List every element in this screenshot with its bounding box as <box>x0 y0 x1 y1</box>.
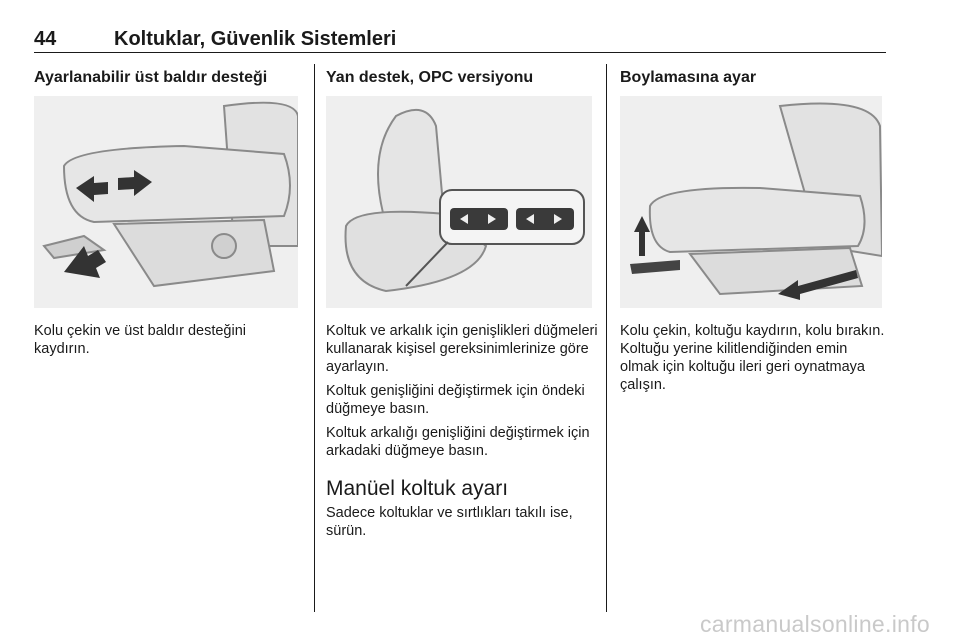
front-width-button-icon <box>450 208 508 230</box>
paragraph: Sadece koltuklar ve sırtlıkları takılı ise, sürün. <box>326 505 573 539</box>
header-rule <box>34 52 886 53</box>
paragraph: Koltuk arkalığı genişliğini değiştirmek için arkadaki düğmeye basın. <box>326 425 590 459</box>
column-divider <box>314 64 315 612</box>
thigh-support-illustration <box>34 96 298 308</box>
longitudinal-adjust-illustration <box>620 96 882 308</box>
column-title: Boylamasına ayar <box>620 69 757 86</box>
column-thigh-support <box>34 64 302 358</box>
column-title: Yan destek, OPC versiyonu <box>326 69 534 86</box>
paragraph: Koltuk ve arkalık için genişlikleri düğmeleri kullanarak kişisel gereksinimlerinize göre ayarlayın. <box>326 323 598 375</box>
column-divider <box>606 64 607 612</box>
column-side-support <box>326 64 598 540</box>
page-number: 44 <box>34 28 57 50</box>
column-title: Ayarlanabilir üst baldır desteği <box>34 69 268 86</box>
page-heading: Koltuklar, Güvenlik Sistemleri <box>114 28 397 50</box>
paragraph: Koltuk genişliğini değiştirmek için öndeki düğmeye basın. <box>326 383 585 417</box>
paragraph: Kolu çekin, koltuğu kaydırın, kolu bırakın. Koltuğu yerine kilitlendiğinden emin olmak için koltuğu ileri geri oynatmaya çalışın. <box>620 323 885 393</box>
section-heading: Manüel koltuk ayarı <box>326 477 509 500</box>
column-longitudinal <box>620 64 886 394</box>
watermark: carmanualsonline.info <box>699 611 930 637</box>
rear-width-button-icon <box>516 208 574 230</box>
side-support-illustration <box>326 96 592 308</box>
paragraph: Kolu çekin ve üst baldır desteğini kaydırın. <box>34 323 246 357</box>
